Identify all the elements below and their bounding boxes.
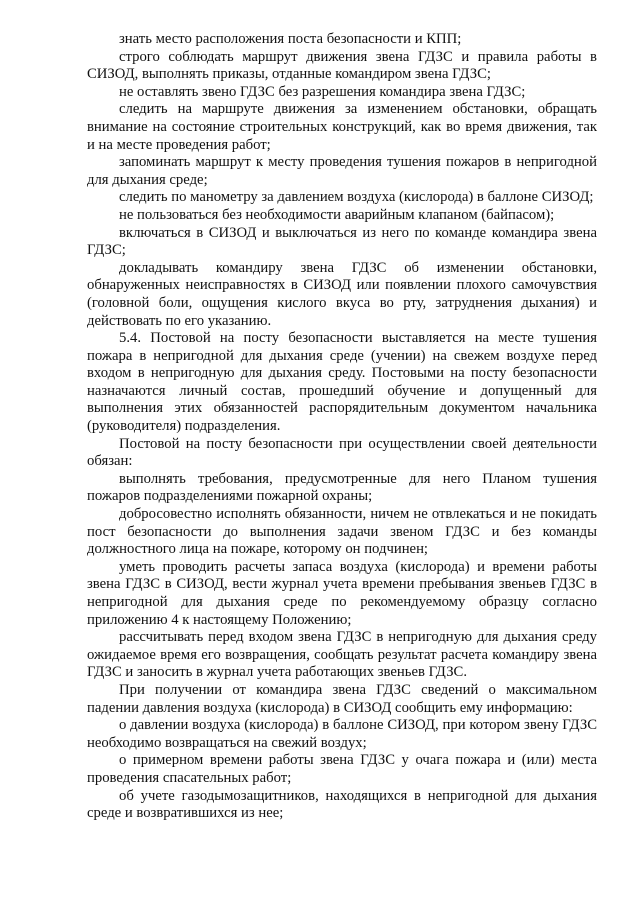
paragraph: о примерном времени работы звена ГДЗС у очага пожара и (или) места проведения спасательных работ; [87,752,597,786]
paragraph: знать место расположения поста безопасности и КПП; [119,31,462,47]
paragraph: не пользоваться без необходимости аварийным клапаном (байпасом); [119,206,555,223]
paragraph: запоминать маршрут к месту проведения тушения пожаров в непригодной для дыхания среде; [87,154,597,188]
paragraph: добросовестно исполнять обязанности, ничем не отвлекаться и не покидать пост безопасности до выполнения задачи звеном ГДЗС и без команды должностного лица на пожаре, которому он подчинен; [87,506,597,558]
document-body [87,31,597,823]
paragraph: Постовой на посту безопасности при осуществлении своей деятельности обязан: [87,435,597,470]
paragraph: уметь проводить расчеты запаса воздуха (кислорода) и времени работы звена ГДЗС в СИЗОД, вести журнал учета времени пребывания звеньев ГДЗС в непригодной для дыхания среде по рекомендуемому образцу согласно приложению 4 к настоящему Положению; [87,558,597,628]
paragraph: не оставлять звено ГДЗС без разрешения командира звена ГДЗС; [119,83,526,100]
paragraph: рассчитывать перед входом звена ГДЗС в непригодную для дыхания среду ожидаемое время его возвращения, сообщать результат расчета командиру звена ГДЗС и заносить в журнал учета работающих звеньев ГДЗС. [87,629,597,681]
section-paragraph-5-4: 5.4. Постовой на посту безопасности выставляется на месте тушения пожара в непригодной для дыхания среде (учении) на свежем воздухе перед входом в непригодную для дыхания среду. Постовыми на посту безопасности назначаются личный состав, прошедший обучение и допущенный для выполнения этих обязанностей распорядительным документом начальника (руководителя) подразделения. [87,330,597,435]
paragraph: выполнять требования, предусмотренные для него Планом тушения пожаров подразделениями пожарной охраны; [87,470,597,505]
paragraph: следить по манометру за давлением воздуха (кислорода) в баллоне СИЗОД; [119,189,594,206]
paragraph: докладывать командиру звена ГДЗС об изменении обстановки, обнаруженных неисправностях в СИЗОД или появлении плохого самочувствия (головной боли, ощущения кислого вкуса во рту, затруднения дыхания) и действовать по его указанию. [87,259,597,329]
paragraph: о давлении воздуха (кислорода) в баллоне СИЗОД, при котором звену ГДЗС необходимо возвращаться на свежий воздух; [87,717,597,751]
paragraph: строго соблюдать маршрут движения звена ГДЗС и правила работы в СИЗОД, выполнять приказы, отданные командиром звена ГДЗС; [87,48,597,83]
paragraph: об учете газодымозащитников, находящихся в непригодной для дыхания среде и возвратившихся из нее; [87,787,597,822]
paragraph: включаться в СИЗОД и выключаться из него по команде командира звена ГДЗС; [87,224,597,259]
paragraph: При получении от командира звена ГДЗС сведений о максимальном падении давления воздуха (кислорода) в СИЗОД сообщить ему информацию: [87,681,597,716]
paragraph: следить на маршруте движения за изменением обстановки, обращать внимание на состояние строительных конструкций, как во время движения, так и на месте проведения работ; [87,101,597,153]
